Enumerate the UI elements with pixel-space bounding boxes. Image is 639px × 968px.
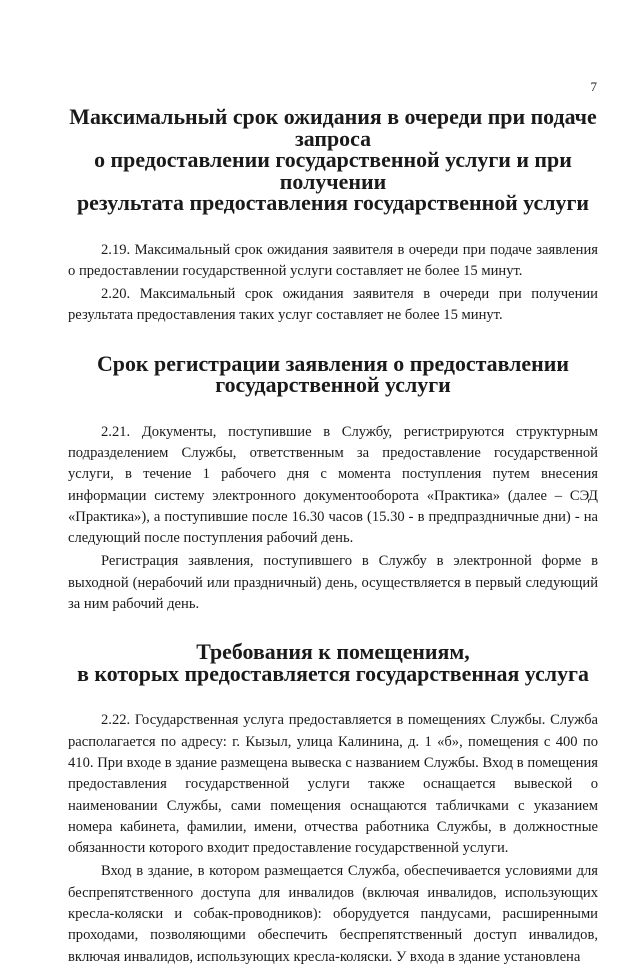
- section-heading-registration-term: Срок регистрации заявления о предоставлении государственной услуги: [97, 350, 569, 398]
- document-body: [68, 106, 598, 968]
- section-heading-premises-requirements: Требования к помещениям, в которых предоставляется государственная услуга: [77, 639, 589, 686]
- section-heading-queue-time: Максимальный срок ожидания в очереди при подаче запроса о предоставлении государственной услуги и при получении результата предоставления государственной услуги: [69, 104, 597, 215]
- paragraph-electronic-registration: Регистрация заявления, поступившего в Службу в электронной форме в выходной (нерабочий или праздничный) день, осуществляется в первый следующий за ним рабочий день.: [68, 553, 598, 613]
- paragraph-2-22: 2.22. Государственная услуга предоставляется в помещениях Службы. Служба располагается по адресу: г. Кызыл, улица Калинина, д. 1 «б», помещения с 400 по 410. При входе в здание размещена вывеска с названием Службы. Вход в помещения предоставления государственной услуги также оснащается вывеской о наименовании Службы, сами помещения оснащаются табличками с указанием номера кабинета, фамилии, имени, отчества работника Службы, в должностные обязанности которого входит предоставление государственной услуги.: [68, 712, 598, 857]
- paragraph-2-21: 2.21. Документы, поступившие в Службу, регистрируются структурным подразделением Службы, ответственным за предоставление государственной услуги, в течение 1 рабочего дня с момента поступления путем внесения информации систему электронного документооборота «Практика» (далее – СЭД «Практика»), а поступившие после 16.30 часов (15.30 - в предпраздничные дни) - на следующий после поступления рабочий день.: [68, 423, 598, 547]
- paragraph-accessibility: Вход в здание, в котором размещается Служба, обеспечивается условиями для беспрепятственного доступа для инвалидов (включая инвалидов, использующих кресла-коляски и собак-проводников): оборудуется пандусами, расширенными проходами, позволяющими обеспечить беспрепятственный доступ инвалидов, включая инвалидов, использующих кресла-коляски. У входа в здание установлена: [68, 863, 598, 965]
- paragraph-2-20: 2.20. Максимальный срок ожидания заявителя в очереди при получении результата предоставления таких услуг составляет не более 15 минут.: [68, 286, 598, 324]
- page-number: 7: [590, 79, 597, 94]
- paragraph-2-19: 2.19. Максимальный срок ожидания заявителя в очереди при подаче заявления о предоставлении государственной услуги составляет не более 15 минут.: [68, 241, 598, 279]
